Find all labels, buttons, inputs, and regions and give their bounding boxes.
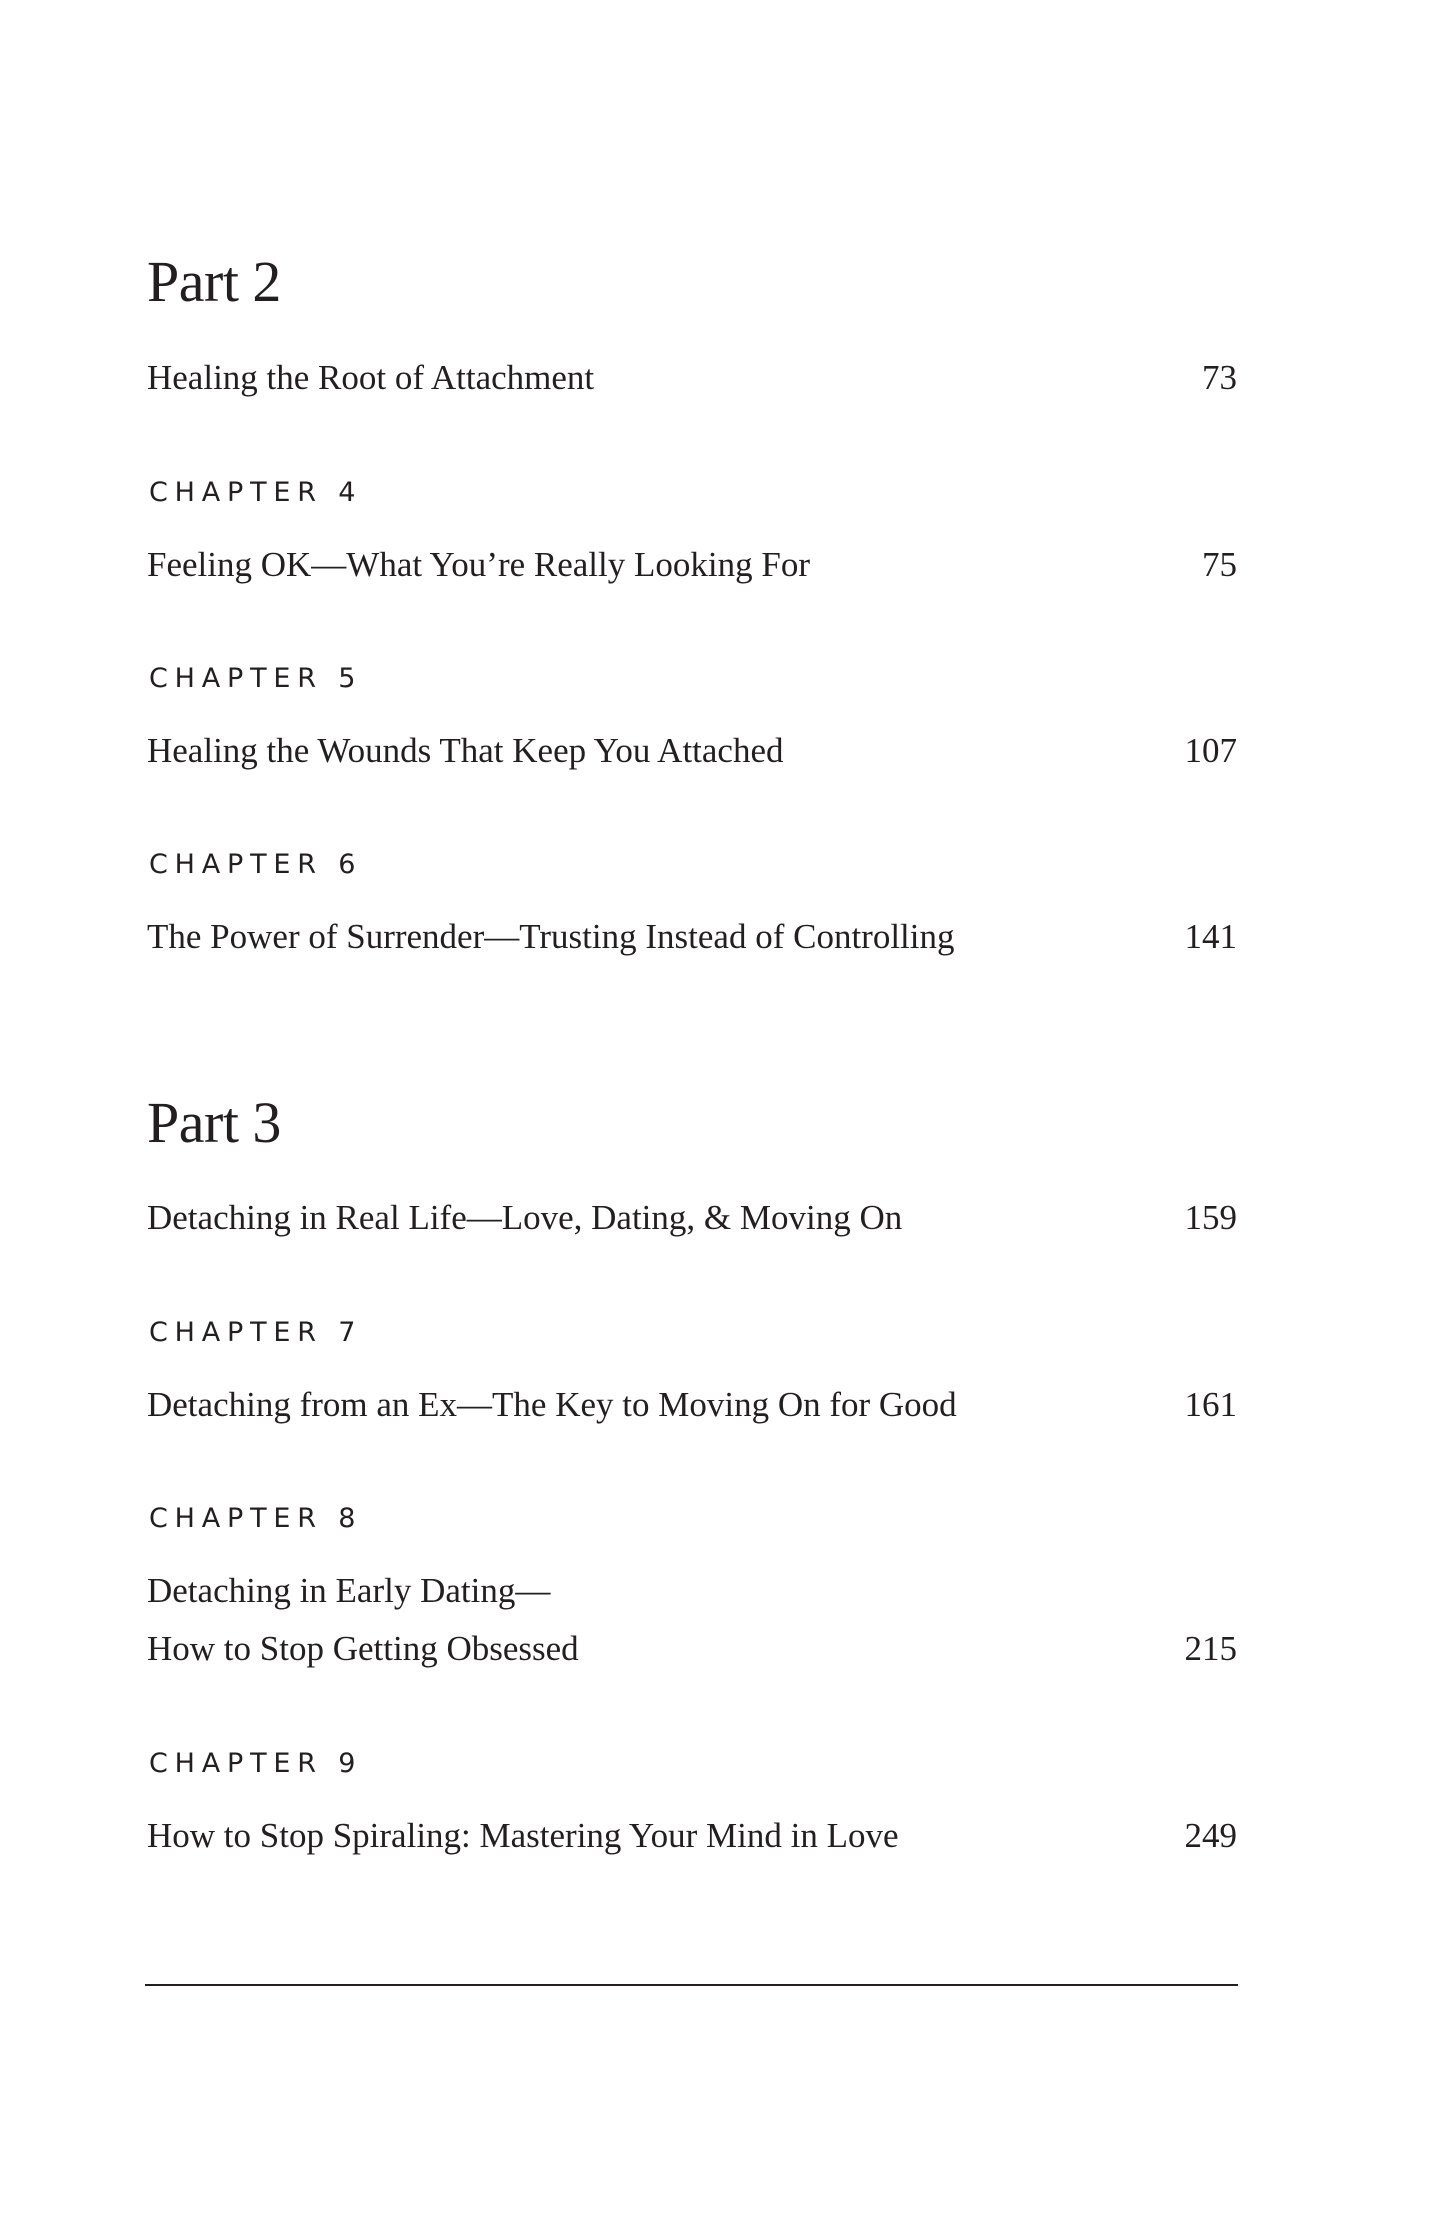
entry-title: Feeling OK—What You’re Really Looking For [147, 545, 810, 584]
page-number: 249 [1184, 1816, 1237, 1855]
page-number: 107 [1184, 731, 1237, 770]
chapter-label: CHAPTER 7 [149, 1317, 363, 1348]
page-number: 141 [1184, 917, 1237, 956]
toc-entry [147, 1807, 1237, 1865]
chapter-label: CHAPTER 4 [149, 477, 363, 508]
entry-title-line: How to Stop Getting Obsessed [147, 1629, 579, 1668]
entry-title: Detaching from an Ex—The Key to Moving On for Good [147, 1385, 957, 1424]
page-number: 159 [1184, 1198, 1237, 1237]
chapter-label: CHAPTER 9 [149, 1748, 363, 1779]
page-number: 215 [1184, 1629, 1237, 1668]
entry-title: How to Stop Spiraling: Mastering Your Mind in Love [147, 1816, 899, 1855]
toc-entry [147, 1562, 1237, 1678]
toc-entry [147, 536, 1237, 594]
toc-entry [147, 908, 1237, 966]
toc-entry [147, 1376, 1237, 1434]
page-number: 161 [1184, 1385, 1237, 1424]
footer-rule [145, 1984, 1238, 1986]
toc-entry [147, 349, 1237, 407]
toc-entry [147, 1189, 1237, 1247]
entry-title: Healing the Root of Attachment [147, 358, 595, 397]
entry-title: Healing the Wounds That Keep You Attached [147, 731, 784, 770]
entry-title: The Power of Surrender—Trusting Instead of Controlling [147, 917, 955, 956]
page-number: 75 [1202, 545, 1237, 584]
chapter-label: CHAPTER 5 [149, 663, 363, 694]
part-heading: Part 3 [147, 1090, 281, 1155]
chapter-label: CHAPTER 8 [149, 1503, 363, 1534]
toc-entry [147, 722, 1237, 780]
part-heading: Part 2 [147, 249, 281, 314]
entry-title: Detaching in Real Life—Love, Dating, & Moving On [147, 1198, 903, 1237]
page-number: 73 [1202, 358, 1237, 397]
entry-title-line: Detaching in Early Dating— [147, 1571, 551, 1610]
chapter-label: CHAPTER 6 [149, 849, 363, 880]
